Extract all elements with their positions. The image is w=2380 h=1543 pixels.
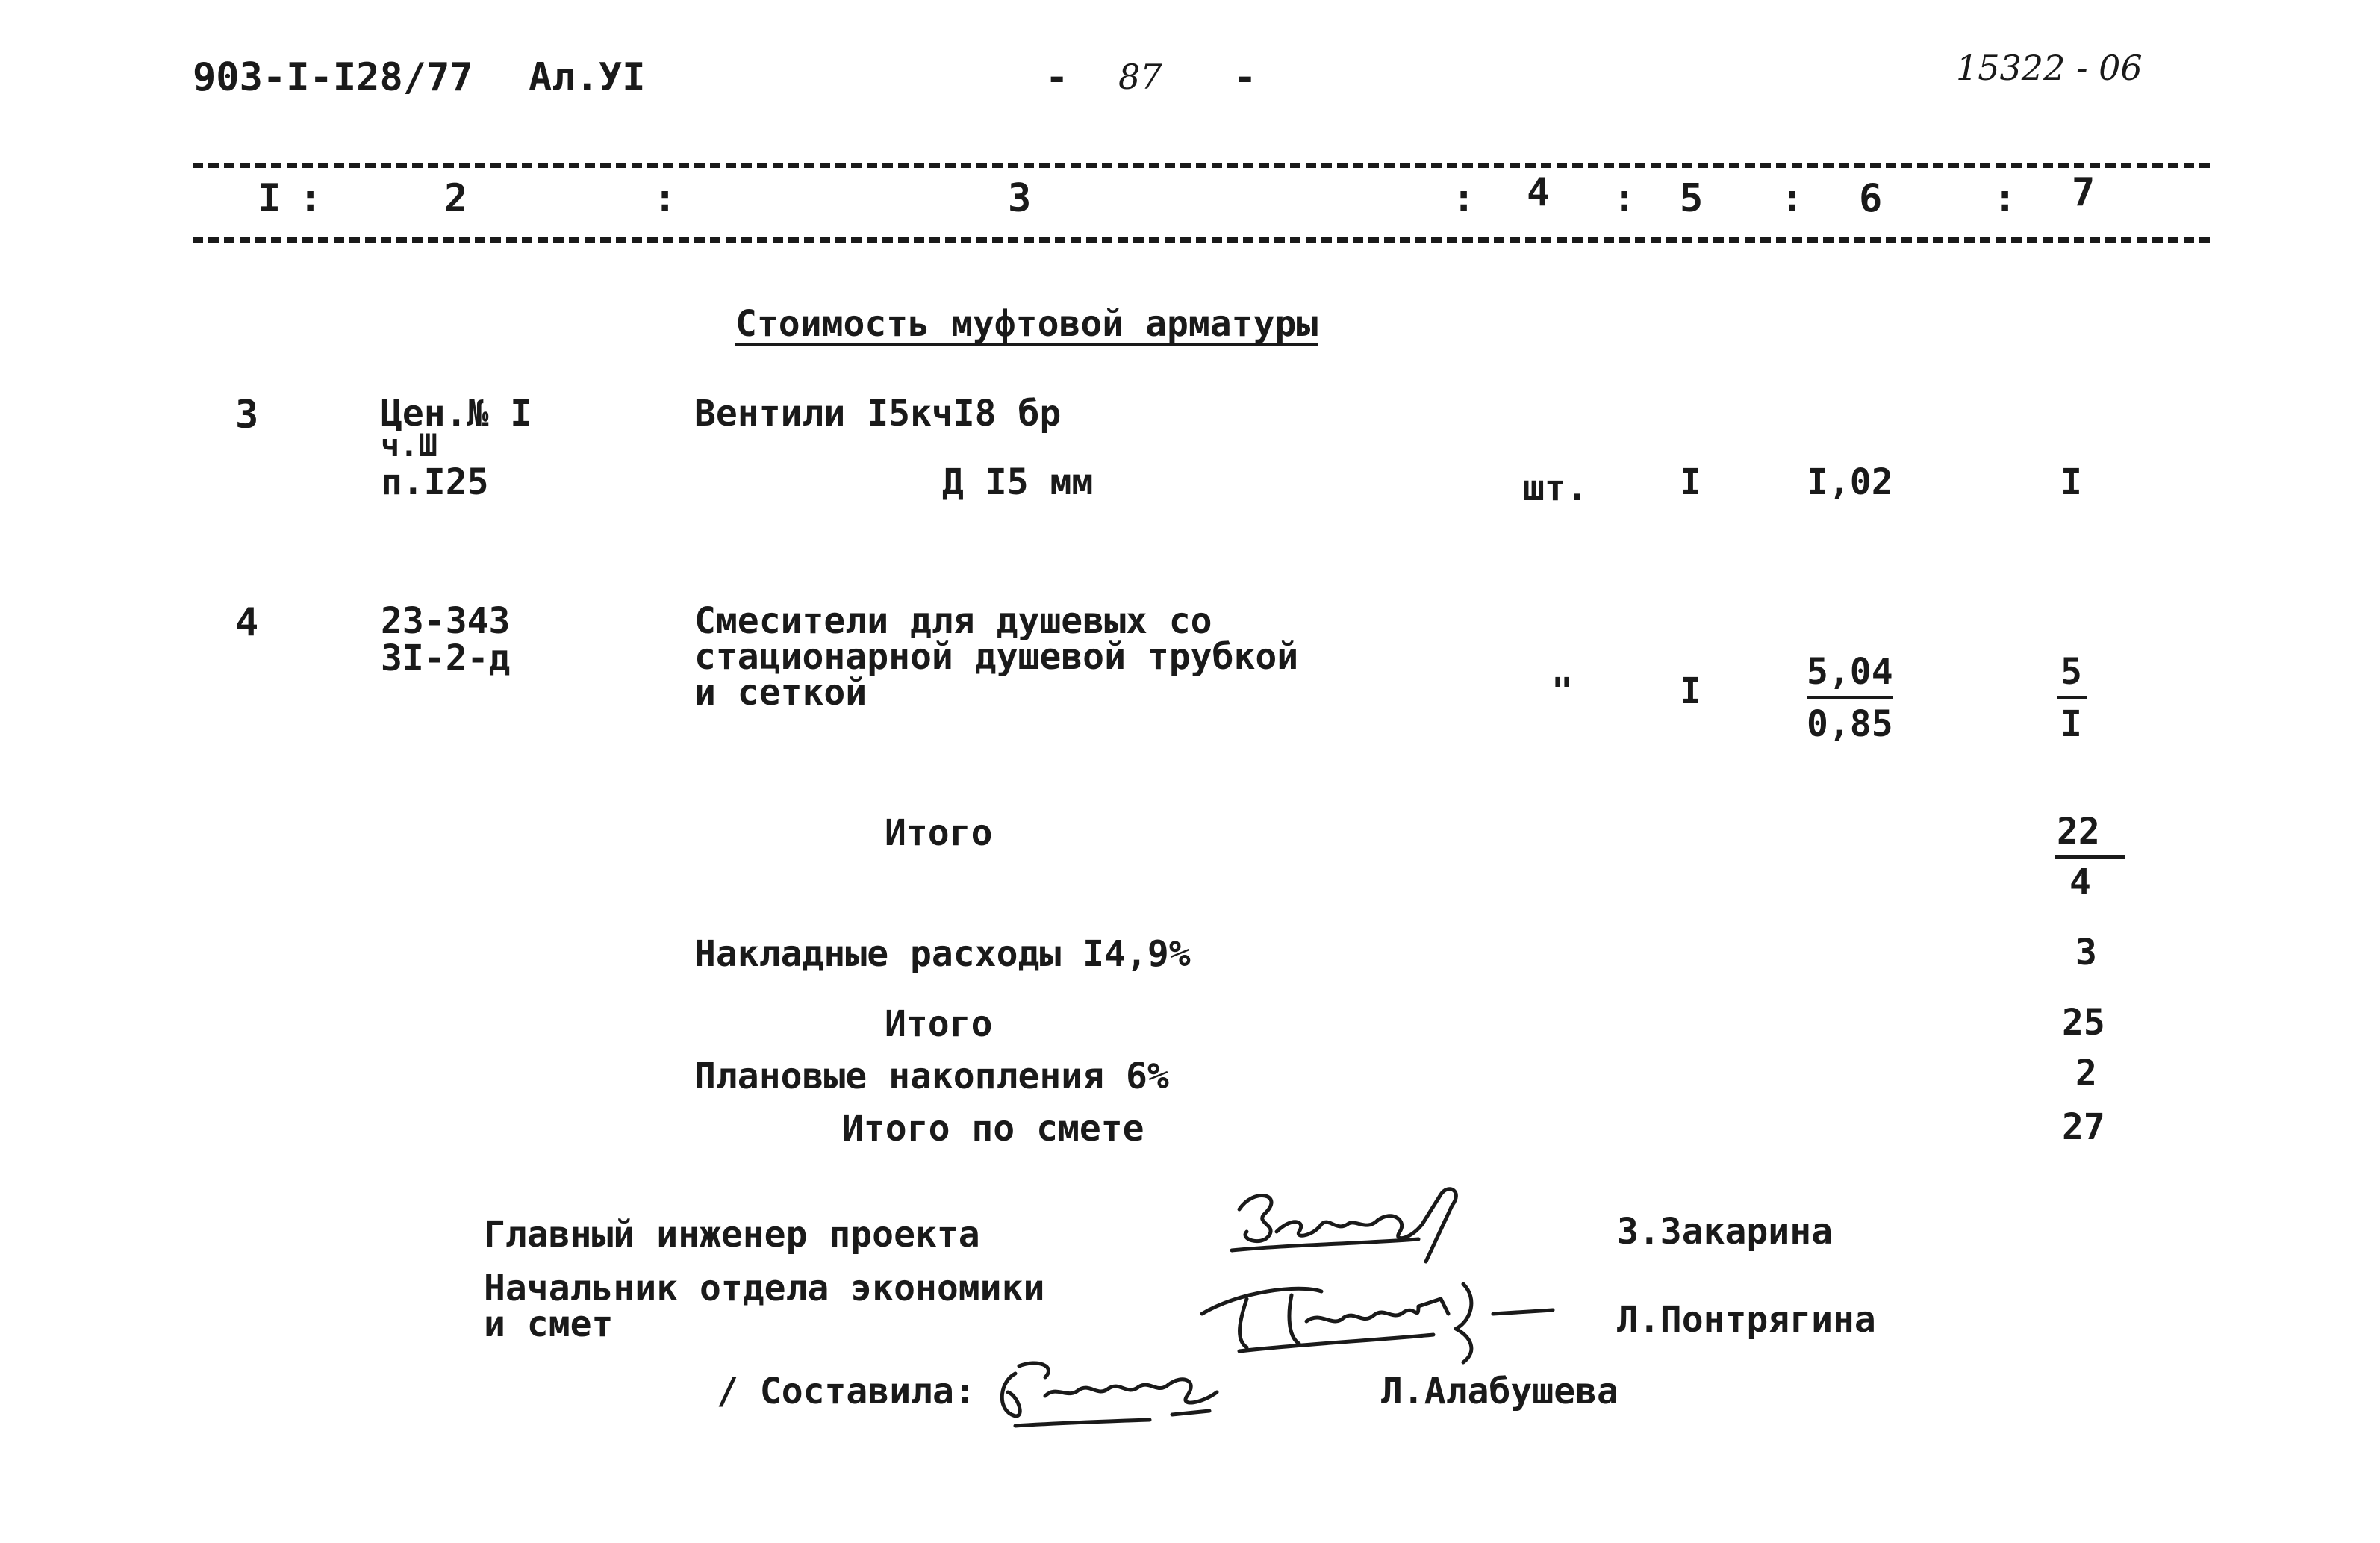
summary-value: 3: [2075, 932, 2097, 973]
signature-role: / Составила:: [717, 1371, 976, 1412]
column-header-6: 6: [1859, 176, 1883, 221]
fraction-line: [2055, 855, 2125, 859]
row-number: 4: [235, 600, 259, 645]
item-description: и сеткой: [694, 672, 867, 714]
signature-name: З.Закарина: [1617, 1211, 1833, 1253]
item-description: Вентили I5кчI8 бр: [694, 393, 1062, 434]
item-unit: шт.: [1523, 467, 1588, 509]
item-total-secondary: I: [2060, 703, 2082, 745]
signature-role: Главный инженер проекта: [484, 1214, 980, 1256]
summary-value: 25: [2062, 1002, 2105, 1044]
item-unit: ": [1551, 670, 1573, 712]
summary-label: Итого: [885, 812, 993, 854]
fraction-line: [1807, 696, 1893, 699]
price-reference: 23-343: [381, 600, 511, 642]
summary-label-total: Итого по смете: [842, 1108, 1144, 1150]
summary-label: Итого: [885, 1003, 993, 1045]
column-separator: :: [1781, 176, 1804, 221]
column-header-2: 2: [444, 176, 468, 221]
column-separator: :: [1993, 176, 2017, 221]
column-header-3: 3: [1008, 176, 1032, 221]
price-reference: п.I25: [381, 461, 489, 503]
header-rule-bottom: [193, 237, 2210, 243]
price-reference: ч.Ш: [381, 427, 437, 464]
column-header-4: 4: [1527, 170, 1551, 215]
section-title: Стоимость муфтовой арматуры: [735, 303, 1318, 345]
column-header-1: I: [258, 176, 281, 221]
column-separator: :: [1613, 176, 1636, 221]
page-number: 87: [1118, 57, 1162, 97]
column-header-5: 5: [1680, 176, 1704, 221]
item-unit-price-secondary: 0,85: [1807, 703, 1893, 745]
signature-role: Начальник отдела экономики: [484, 1268, 1045, 1309]
signature-name: Л.Алабушева: [1381, 1371, 1619, 1412]
fraction-line: [2057, 696, 2087, 699]
column-separator: :: [1452, 176, 1476, 221]
summary-label: Плановые накопления 6%: [694, 1056, 1169, 1097]
album-label: Ал.УI: [529, 55, 646, 100]
summary-value-total: 27: [2062, 1106, 2105, 1148]
page-dash-right: -: [1233, 55, 1257, 100]
item-description: Смесители для душевых со: [694, 600, 1212, 642]
summary-value: 2: [2075, 1053, 2097, 1094]
summary-label: Накладные расходы I4,9%: [694, 933, 1191, 975]
signature-scribble: [1224, 1179, 1493, 1277]
item-description: стационарной душевой трубкой: [694, 636, 1299, 678]
item-size: Д I5 мм: [942, 461, 1094, 503]
signature-scribble: [1194, 1269, 1583, 1366]
signature-name: Л.Понтрягина: [1617, 1299, 1876, 1341]
document-code: 903-I-I28/77: [193, 55, 473, 100]
column-separator: :: [299, 176, 323, 221]
item-total: I: [2060, 461, 2082, 503]
item-quantity: I: [1680, 461, 1701, 503]
row-number: 3: [235, 393, 259, 437]
column-separator: :: [653, 176, 677, 221]
header-rule-top: [193, 163, 2210, 168]
archive-number: 15322 - 06: [1956, 48, 2143, 88]
column-header-7: 7: [2072, 170, 2096, 215]
item-unit-price: 5,04: [1807, 651, 1893, 693]
page-dash-left: -: [1045, 55, 1069, 100]
item-total: 5: [2060, 651, 2082, 693]
price-reference: 3I-2-д: [381, 638, 511, 679]
item-unit-price: I,02: [1807, 461, 1893, 503]
summary-value: 22: [2057, 811, 2100, 852]
summary-value-secondary: 4: [2069, 861, 2091, 903]
price-reference: Цен.№ I: [381, 393, 532, 434]
signature-scribble: [985, 1351, 1232, 1433]
signature-role: и смет: [484, 1303, 614, 1345]
item-quantity: I: [1680, 670, 1701, 712]
